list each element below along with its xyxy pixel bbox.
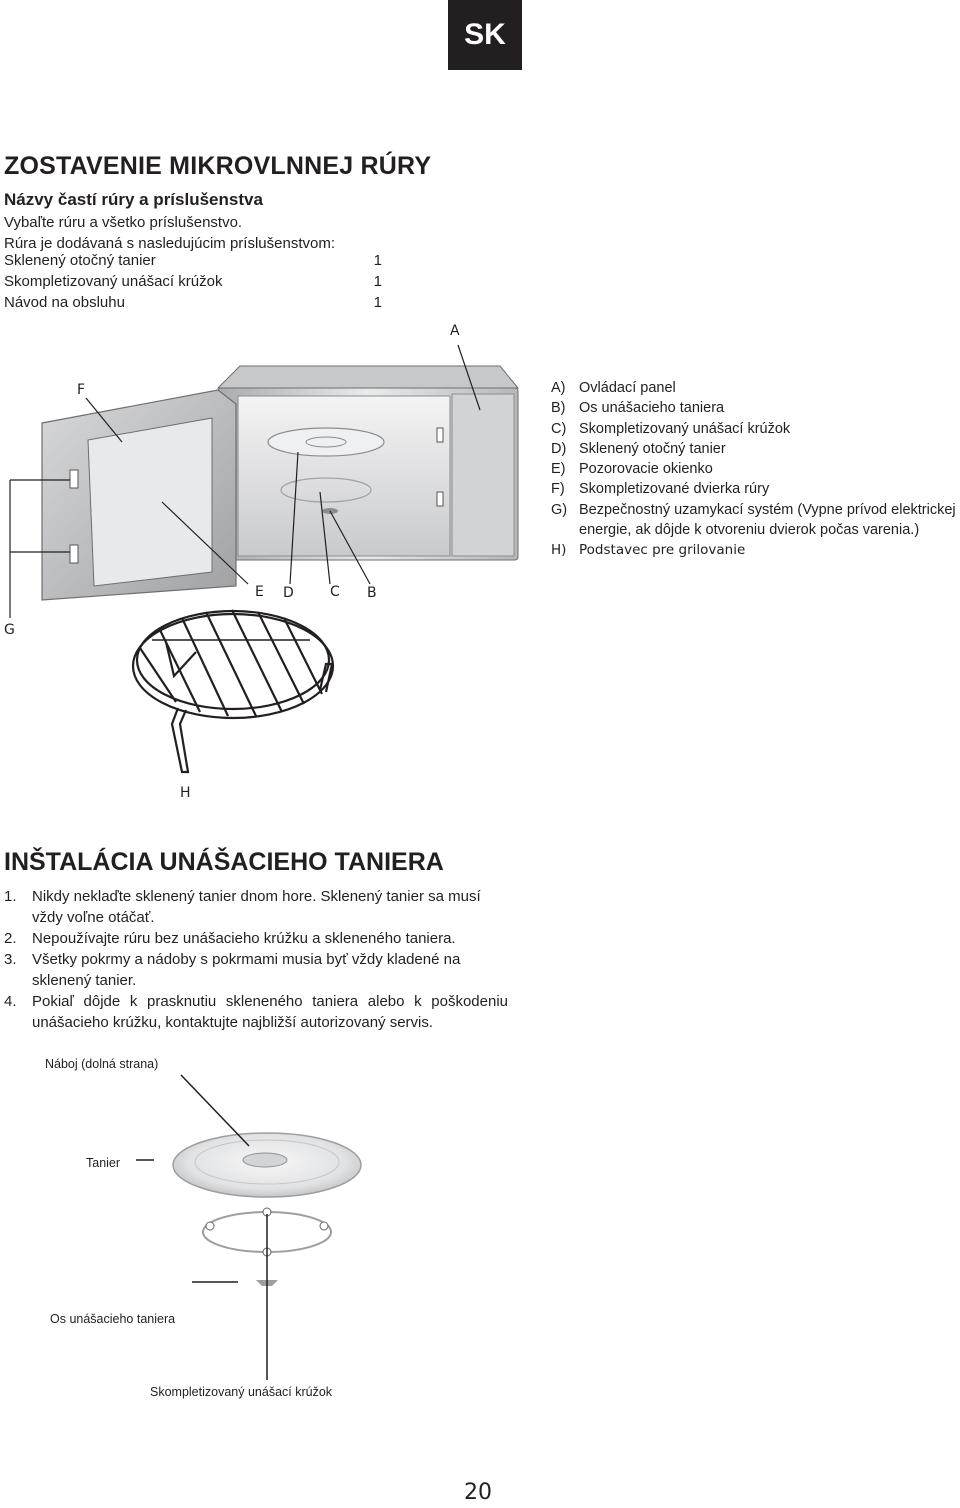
install-title: INŠTALÁCIA UNÁŠACIEHO TANIERA	[4, 848, 444, 876]
accessory-name: Skompletizovaný unášací krúžok	[4, 273, 223, 290]
legend-key: H)	[551, 542, 567, 559]
legend-key: D)	[551, 440, 567, 457]
install-steps	[4, 886, 508, 1033]
step-number: 4.	[4, 993, 17, 1010]
door-latch-hook-bottom	[70, 545, 78, 563]
label-d: D	[283, 585, 294, 601]
legend-key: C)	[551, 420, 567, 437]
step-item	[4, 991, 508, 1033]
hub-label: Náboj (dolná strana)	[45, 1057, 159, 1071]
legend-item	[551, 419, 960, 439]
step-number: 1.	[4, 888, 17, 905]
glass-turntable	[268, 428, 384, 456]
legend-key: A)	[551, 380, 566, 396]
legend-item	[551, 540, 960, 560]
step-item	[4, 928, 508, 949]
legend-item	[551, 378, 960, 398]
step-item	[4, 949, 508, 991]
legend-key: B)	[551, 400, 566, 417]
viewing-window	[88, 418, 212, 586]
accessory-qty: 1	[373, 273, 382, 290]
label-f: F	[77, 382, 86, 398]
legend-text: Pozorovacie okienko	[579, 461, 713, 478]
step-number: 2.	[4, 930, 17, 947]
label-h: H	[180, 785, 191, 801]
oven-cavity	[238, 396, 450, 556]
legend-text: Skompletizované dvierka rúry	[579, 481, 770, 498]
label-e: E	[255, 584, 264, 600]
legend-item	[551, 459, 960, 479]
accessory-name: Návod na obsluhu	[4, 294, 125, 311]
step-number: 3.	[4, 951, 17, 968]
label-a: A	[450, 323, 460, 339]
latch-hole-bottom	[437, 492, 443, 506]
grill-rack	[133, 610, 333, 772]
plate-inner-rim	[195, 1140, 339, 1184]
glass-plate	[173, 1133, 361, 1197]
step-text: Nikdy neklaďte sklenený tanier dnom hore. Sklenený tanier sa musí vždy voľne otáčať.	[32, 888, 481, 926]
legend-text: Os unášacieho taniera	[579, 400, 725, 417]
legend-item	[551, 439, 960, 459]
accessory-name: Sklenený otočný tanier	[4, 252, 156, 269]
section-subtitle: Názvy častí rúry a príslušenstva	[4, 190, 263, 209]
ring-label: Skompletizovaný unášací krúžok	[150, 1385, 333, 1399]
turntable-leader-lines	[136, 1075, 267, 1380]
label-g: G	[4, 622, 15, 638]
intro-line-2: Rúra je dodávaná s nasledujúcim príslušenstvom:	[4, 235, 336, 252]
door-latch-hook-top	[70, 470, 78, 488]
parts-legend	[551, 378, 960, 561]
step-item	[4, 886, 508, 928]
intro-line-1: Vybaľte rúru a všetko príslušenstvo.	[4, 214, 243, 231]
page-number: 20	[464, 1480, 492, 1505]
control-panel	[452, 394, 514, 556]
legend-key: F)	[551, 481, 565, 498]
legend-item	[551, 479, 960, 499]
step-text: Nepoužívajte rúru bez unášacieho krúžku a skleneného taniera.	[32, 930, 456, 947]
legend-text: Sklenený otočný tanier	[579, 440, 726, 457]
plate-label: Tanier	[86, 1156, 121, 1170]
legend-text: Bezpečnostný uzamykací systém (Vypne prívod elektrickej energie, ak dôjde k otvoreniu dvierok počas varenia.)	[579, 501, 956, 539]
legend-text: Ovládací panel	[579, 380, 676, 396]
shaft-label: Os unášacieho taniera	[50, 1312, 176, 1326]
legend-key: E)	[551, 461, 566, 478]
cabinet-top	[218, 366, 518, 388]
step-text: Všetky pokrmy a nádoby s pokrmami musia byť vždy kladené na sklenený tanier.	[32, 951, 461, 989]
latch-hole-top	[437, 428, 443, 442]
legend-item	[551, 398, 960, 418]
legend-text: Podstavec pre grilovanie	[579, 542, 746, 559]
turntable-shaft-part	[256, 1280, 278, 1286]
step-text: Pokiaľ dôjde k prasknutiu skleneného taniera alebo k poškodeniu unášacieho krúžku, kontaktujte najbližší autorizovaný servis.	[32, 993, 508, 1031]
legend-item	[551, 500, 960, 541]
page-title: ZOSTAVENIE MIKROVLNNEJ RÚRY	[4, 152, 432, 180]
plate-hub	[243, 1153, 287, 1167]
label-b: B	[367, 585, 377, 601]
label-c: C	[330, 584, 340, 600]
language-badge: SK	[448, 0, 522, 70]
accessory-qty: 1	[373, 294, 382, 311]
accessory-qty: 1	[373, 252, 382, 269]
legend-text: Skompletizovaný unášací krúžok	[579, 420, 791, 437]
legend-key: G)	[551, 501, 568, 518]
roller-ring-assembly	[203, 1208, 331, 1256]
